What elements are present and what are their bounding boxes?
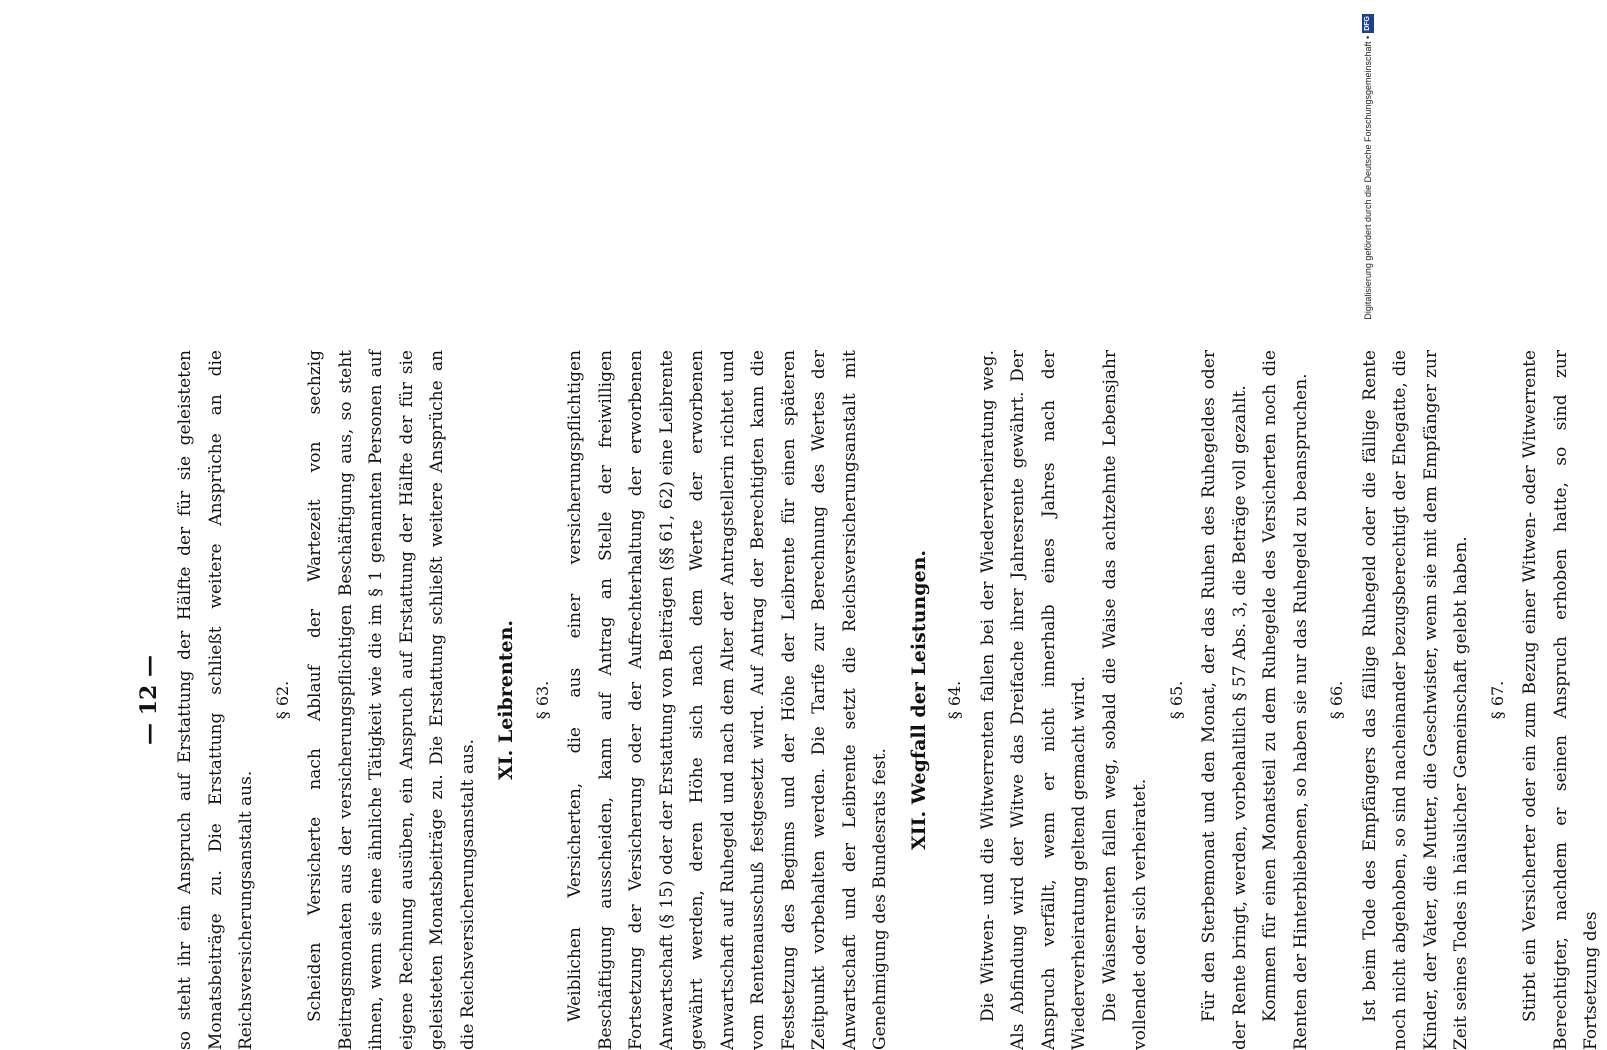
section-heading: § 66. <box>1327 680 1346 720</box>
credit-text: Digitalisierung gefördert durch die Deutsche Forschungsgemeinschaft • <box>1363 35 1373 320</box>
body-paragraph: Die Waisenrenten fallen weg, sobald die Waise das achtzehnte Lebensjahr vollendet oder sich verheiratet. <box>1099 350 1150 1050</box>
section-heading: § 64. <box>945 680 964 720</box>
section-heading: § 67. <box>1487 680 1507 720</box>
body-paragraph: Scheiden Versicherte nach Ablauf der Wartezeit von sechzig Beitragsmonaten aus der versicherungspflichtigen Beschäftigung aus, so steht ihnen, wenn sie eine ähnliche Tätigkeit wie die im § 1 genannten Personen auf eigene Rechnung ausüben, ein Anspruch auf Erstattung der Hälfte der für sie geleisteten Monatsbeiträge zu. Die Erstattung schließt weitere Ansprüche an die Reichsversicherungsanstalt aus. <box>305 350 478 1050</box>
body-paragraph: Stirbt ein Versicherter oder ein zum Bezug einer Witwen- oder Witwerrente Berechtigter, nachdem er seinen Anspruch erhoben hatte, so sind zur Fortsetzung des <box>1520 350 1601 1050</box>
body-paragraph: Für den Sterbemonat und den Monat, der das Ruhen des Ruhegeldes oder der Rente bringt, werden, vorbehaltlich § 57 Abs. 3, die Beträge voll gezahlt. <box>1199 350 1250 1050</box>
page-number-header <box>132 350 166 1050</box>
section-heading: § 62. <box>272 680 292 720</box>
section-heading: § 63. <box>532 680 552 720</box>
digitization-credit <box>1358 8 1380 388</box>
chapter-heading: XI. Leibrenten. <box>495 620 517 781</box>
page-body <box>170 350 1607 1050</box>
body-paragraph: Ist beim Tode des Empfängers das fällige Ruhegeld oder die fällige Rente noch nicht abgehoben, so sind nacheinander bezugsberechtigt der Ehegatte, die Kinder, der Vater, die Mutter, die Geschwister, wenn sie mit dem Empfänger zur Zeit seines Todes in häuslicher Gemeinschaft gelebt haben. <box>1359 350 1471 1050</box>
body-paragraph: Die Witwen- und die Witwerrenten fallen bei der Wiederverheiratung weg. Als Abfindung wird der Witwe das Dreifache ihrer Jahresrente gewährt. Der Anspruch verfällt, wenn er nicht innerhalb eines Jahres nach der Wiederverheiratung geltend gemacht wird. <box>977 350 1089 1050</box>
chapter-heading: XII. Wegfall der Leistungen. <box>907 550 930 851</box>
page-number: — 12 — <box>136 655 162 745</box>
body-paragraph: Kommen für einen Monatsteil zu dem Ruhegelde des Versicherten noch die Renten der Hinterbliebenen, so haben sie nur das Ruhegeld zu beanspruchen. <box>1260 350 1311 1050</box>
body-paragraph: Weiblichen Versicherten, die aus einer versicherungspflichtigen Beschäftigung ausscheiden, kann auf Antrag an Stelle der freiwilligen Fortsetzung der Versicherung oder der Aufrechterhaltung der erworbenen Anwartschaft (§ 15) oder der Erstattung von Beiträgen (§§ 61, 62) eine Leibrente gewährt werden, deren Höhe sich nach dem Werte der erworbenen Anwartschaft auf Ruhegeld und nach dem Alter der Antragstellerin richtet und vom Rentenausschuß festgesetzt wird. Auf Antrag der Berechtigten kann die Festsetzung des Beginns und der Höhe der Leibrente für einen späteren Zeitpunkt vorbehalten werden. Die Tarife zur Berechnung des Wertes der Anwartschaft und der Leibrente setzt die Reichsversicherungsanstalt mit Genehmigung des Bundesrats fest. <box>565 350 890 1050</box>
dfg-logo: DFG <box>1362 14 1374 33</box>
rotated-document-page <box>132 350 1601 1050</box>
section-heading: § 65. <box>1166 680 1186 720</box>
body-paragraph: so steht ihr ein Anspruch auf Erstattung der Hälfte der für sie geleisteten Monatsbeiträge zu. Die Erstattung schließt weitere Ansprüche an die Reichsversicherungsanstalt aus. <box>175 350 256 1050</box>
